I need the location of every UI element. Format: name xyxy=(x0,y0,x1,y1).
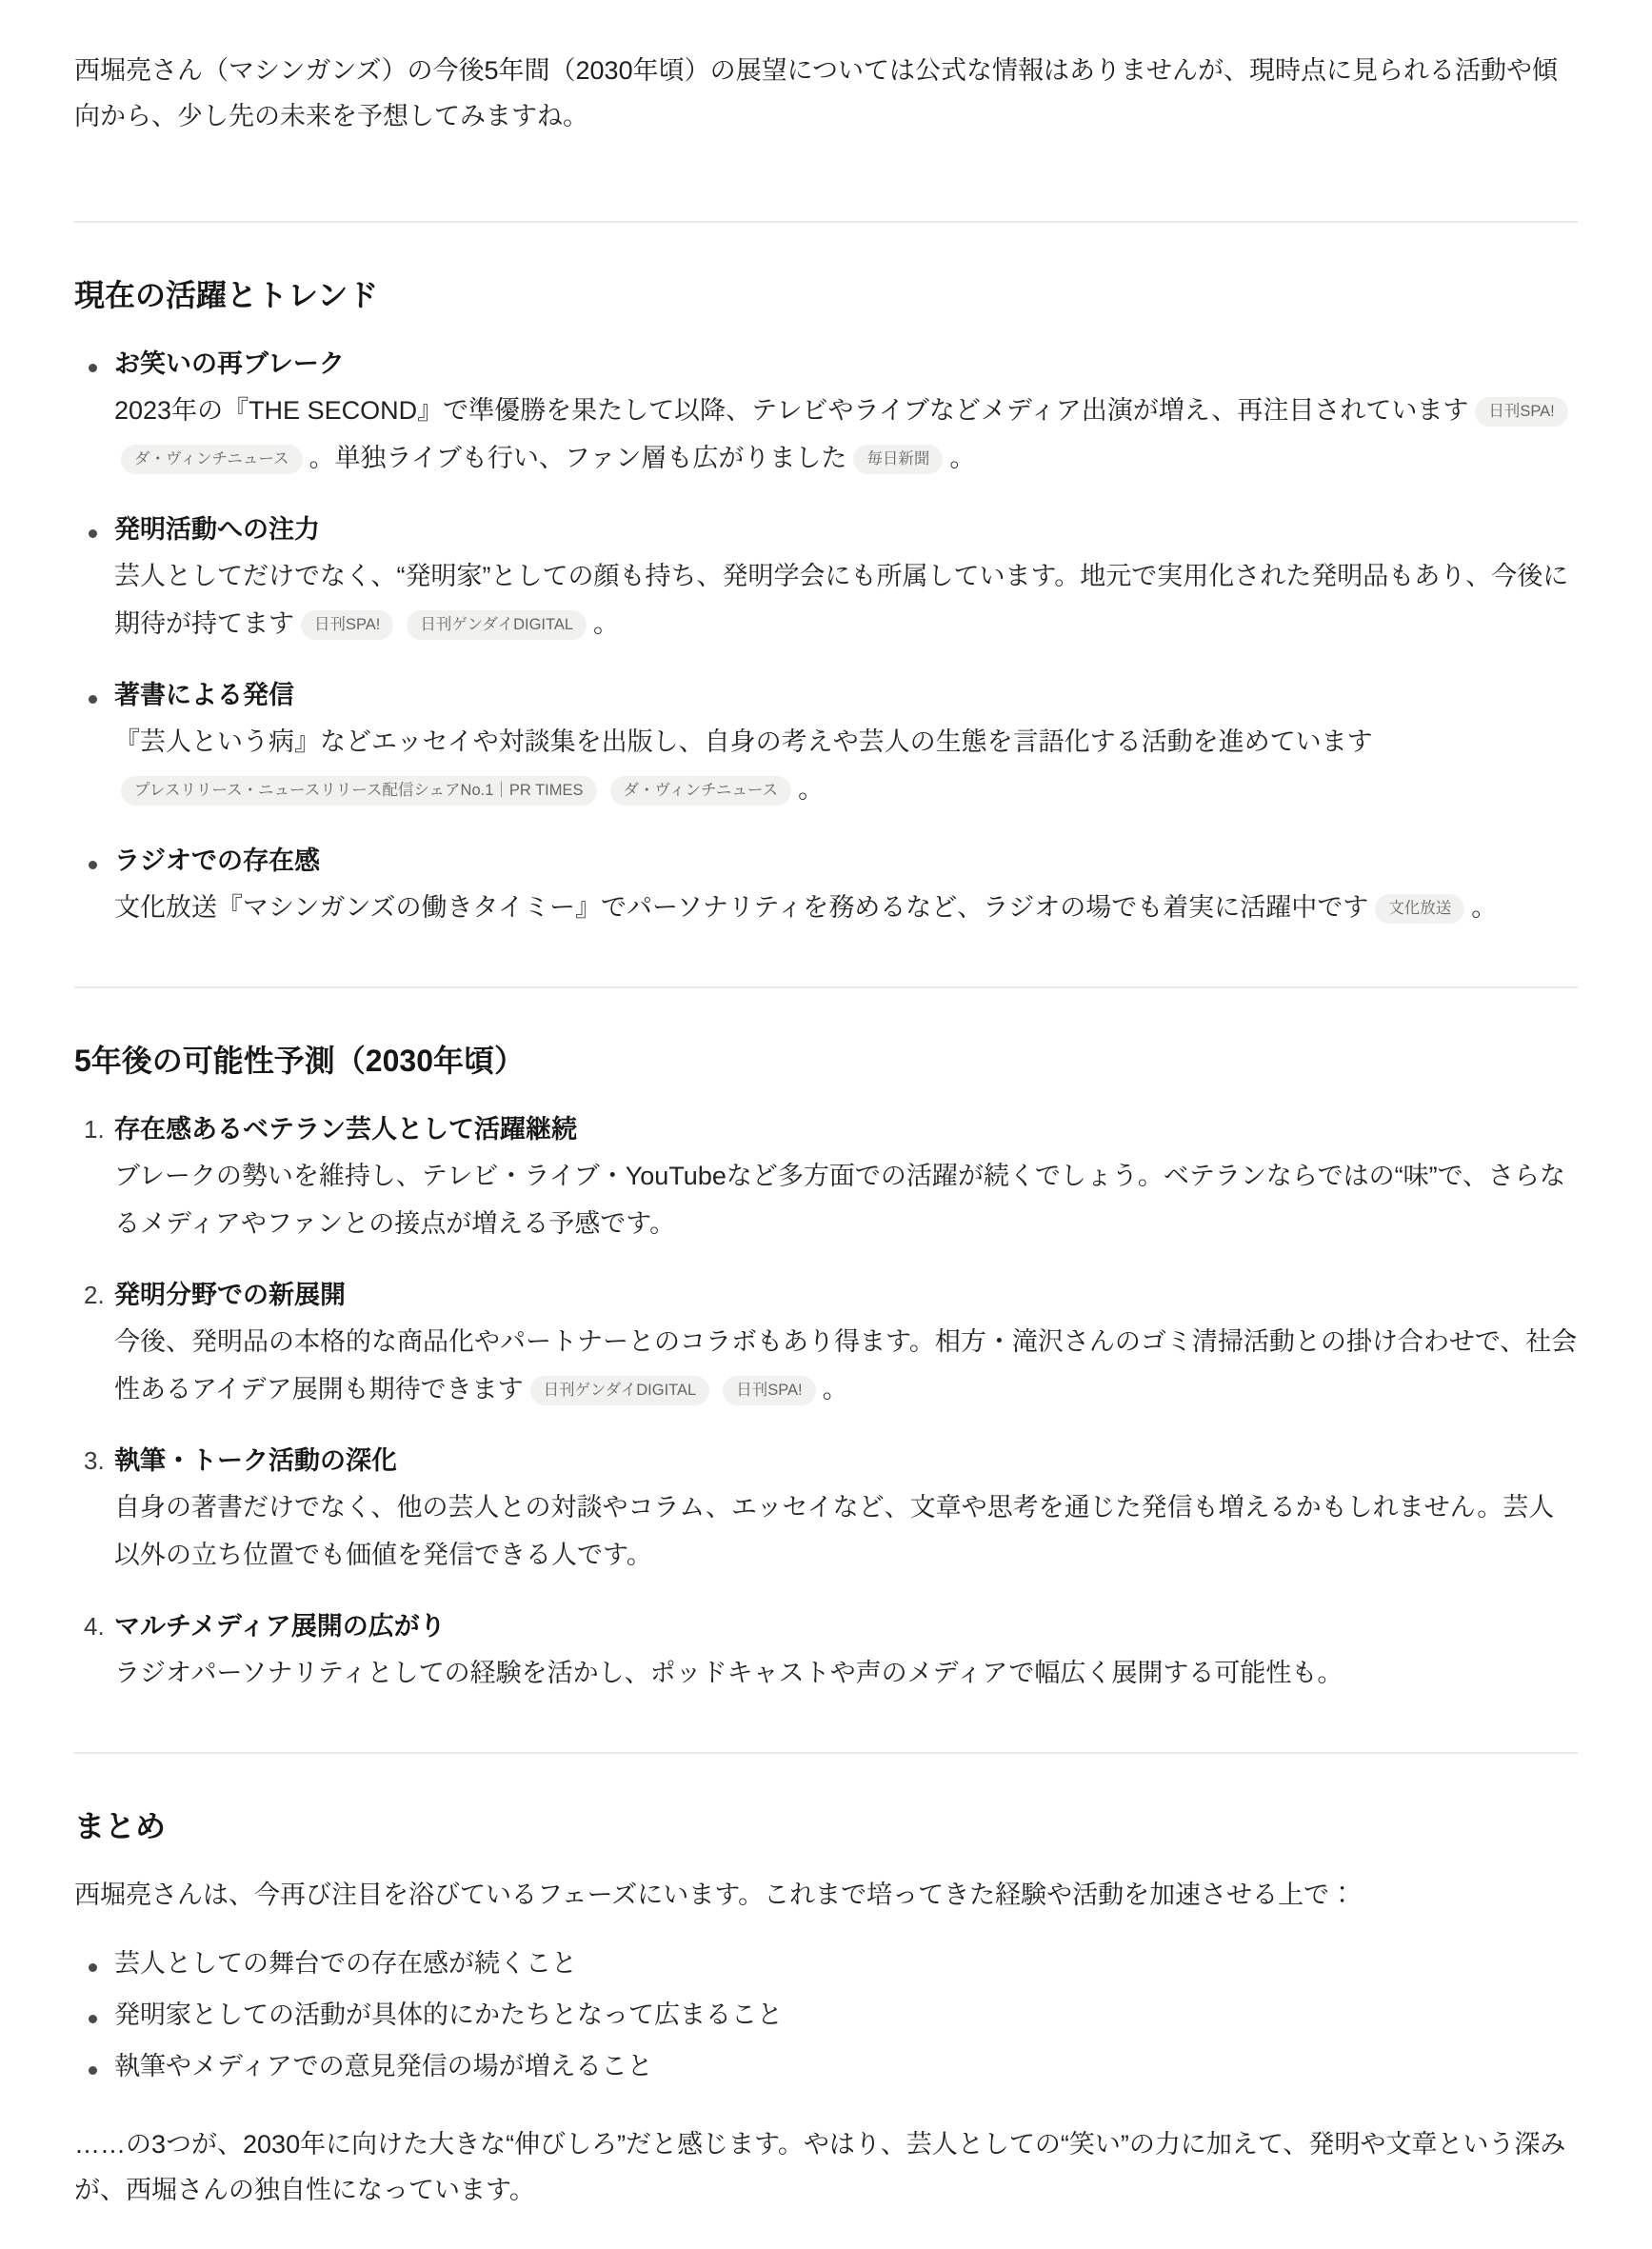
bullet-dot-icon xyxy=(89,695,97,704)
citation-badge[interactable]: ダ・ヴィンチニュース xyxy=(610,776,792,806)
section-summary xyxy=(74,1805,1578,2213)
list-item-title: 発明活動への注力 xyxy=(114,515,320,544)
bullet-marker xyxy=(74,672,114,718)
list-item-body xyxy=(114,1649,1578,1697)
bullet-dot-icon xyxy=(89,861,97,869)
body-text: 。 xyxy=(798,775,825,804)
summary-closing-paragraph: ……の3つが、2030年に向けた大きな“伸びしろ”だと感じます。やはり、芸人としての“笑い”の力に加えて、発明や文章という深みが、西堀さんの独自性になっています。 xyxy=(74,2130,1566,2204)
list-item xyxy=(74,1603,1578,1697)
summary-list xyxy=(74,1941,1578,2089)
summary-heading: まとめ xyxy=(74,1809,167,1843)
bullet-marker xyxy=(74,507,114,552)
list-item-text: 芸人としての舞台での存在感が続くこと xyxy=(114,1949,577,1978)
bullet-marker xyxy=(74,341,114,387)
body-text: 。 xyxy=(593,609,620,638)
forecast-heading: 5年後の可能性予測（2030年頃） xyxy=(74,1044,525,1078)
trends-list xyxy=(74,341,1578,931)
body-text: 芸人としてだけでなく、“発明家”としての顔も持ち、発明学会にも所属しています。地元で実用化された発明品もあり、今後に期待が持てます xyxy=(114,562,1569,638)
list-item-content xyxy=(114,2043,1578,2089)
body-text: 『芸人という病』などエッセイや対談集を出版し、自身の考えや芸人の生態を言語化する活動を進めています xyxy=(114,727,1373,756)
trends-heading: 現在の活躍とトレンド xyxy=(74,278,379,312)
list-item-content xyxy=(114,1106,1578,1247)
list-item-body xyxy=(114,387,1578,482)
bullet-marker xyxy=(74,1941,114,1986)
citation-badge[interactable]: 日刊SPA! xyxy=(1475,397,1567,427)
list-item-body xyxy=(114,1152,1578,1247)
citation-badge[interactable]: 日刊ゲンダイDIGITAL xyxy=(407,610,587,640)
list-item-content xyxy=(114,1992,1578,2038)
list-item-content xyxy=(114,1603,1578,1697)
bullet-marker xyxy=(74,2043,114,2089)
citation-badge[interactable]: プレスリリース・ニュースリリース配信シェアNo.1｜PR TIMES xyxy=(121,776,597,806)
list-item-content xyxy=(114,672,1578,813)
list-item-body xyxy=(114,1483,1578,1579)
list-item-content xyxy=(114,1272,1578,1413)
list-item-title: ラジオでの存在感 xyxy=(114,846,320,875)
body-text: 。 xyxy=(1471,893,1498,922)
list-item-content xyxy=(114,507,1578,647)
list-item xyxy=(74,1438,1578,1579)
body-text: ラジオパーソナリティとしての経験を活かし、ポッドキャストや声のメディアで幅広く展開する可能性も。 xyxy=(114,1659,1343,1687)
section-forecast xyxy=(74,1040,1578,1697)
bullet-marker xyxy=(74,838,114,884)
list-item-title: 執筆・トーク活動の深化 xyxy=(114,1446,397,1475)
bullet-marker xyxy=(74,1992,114,2038)
list-number: 1. xyxy=(84,1115,105,1144)
list-item xyxy=(74,1941,1578,1986)
list-item-body xyxy=(114,884,1578,931)
bullet-dot-icon xyxy=(89,2066,97,2075)
body-text: 自身の著書だけでなく、他の芸人との対談やコラム、エッセイなど、文章や思考を通じた発信も増えるかもしれません。芸人以外の立ち位置でも価値を発信できる人です。 xyxy=(114,1493,1555,1569)
body-text: 文化放送『マシンガンズの働きタイミー』でパーソナリティを務めるなど、ラジオの場でも着実に活躍中です xyxy=(114,893,1369,922)
citation-badge[interactable]: 日刊SPA! xyxy=(723,1376,815,1405)
citation-badge[interactable]: 日刊ゲンダイDIGITAL xyxy=(530,1376,710,1405)
summary-lead-paragraph: 西堀亮さんは、今再び注目を浴びているフェーズにいます。これまで培ってきた経験や活動を加速させる上で： xyxy=(74,1881,1356,1909)
bullet-dot-icon xyxy=(89,1963,97,1972)
list-item xyxy=(74,672,1578,813)
list-item-content xyxy=(114,1438,1578,1579)
list-number: 2. xyxy=(84,1281,105,1309)
list-item xyxy=(74,2043,1578,2089)
list-item-body xyxy=(114,552,1578,647)
body-text: ブレークの勢いを維持し、テレビ・ライブ・YouTubeなど多方面での活躍が続くでしょう。ベテランならではの“味”で、さらなるメディアやファンとの接点が増える予感です。 xyxy=(114,1162,1566,1238)
list-item-title: マルチメディア展開の広がり xyxy=(114,1612,446,1641)
list-item-body xyxy=(114,718,1578,813)
body-text: 。 xyxy=(822,1375,848,1403)
list-item xyxy=(74,838,1578,931)
body-text: 今後、発明品の本格的な商品化やパートナーとのコラボもあり得ます。相方・滝沢さんのゴミ清掃活動との掛け合わせで、社会性あるアイデア展開も期待できます xyxy=(114,1327,1578,1403)
list-item-title: お笑いの再ブレーク xyxy=(114,349,345,378)
list-item xyxy=(74,1106,1578,1247)
body-text: 。 xyxy=(949,444,976,472)
list-item xyxy=(74,1992,1578,2038)
list-item-title: 存在感あるベテラン芸人として活躍継続 xyxy=(114,1115,577,1144)
section-divider xyxy=(74,1752,1578,1754)
bullet-dot-icon xyxy=(89,2015,97,2023)
intro-paragraph: 西堀亮さん（マシンガンズ）の今後5年間（2030年頃）の展望については公式な情報はありませんが、現時点に見られる活動や傾向から、少し先の未来を予想してみますね。 xyxy=(74,56,1559,130)
list-item xyxy=(74,341,1578,482)
list-item-title: 発明分野での新展開 xyxy=(114,1281,346,1309)
forecast-list xyxy=(74,1106,1578,1697)
citation-badge[interactable]: 日刊SPA! xyxy=(301,610,393,640)
section-divider xyxy=(74,986,1578,988)
body-text: 。単独ライブも行い、ファン層も広がりました xyxy=(309,444,847,472)
section-divider xyxy=(74,221,1578,223)
list-number: 3. xyxy=(84,1446,105,1475)
list-number: 4. xyxy=(84,1612,105,1641)
list-item xyxy=(74,1272,1578,1413)
body-text: 2023年の『THE SECOND』で準優勝を果たして以降、テレビやライブなどメディア出演が増え、再注目されています xyxy=(114,396,1469,425)
citation-badge[interactable]: 文化放送 xyxy=(1375,894,1464,924)
list-item-content xyxy=(114,341,1578,482)
list-item-text: 発明家としての活動が具体的にかたちとなって広まること xyxy=(114,2000,783,2029)
list-item xyxy=(74,507,1578,647)
list-item-body xyxy=(114,1318,1578,1413)
bullet-dot-icon xyxy=(89,364,97,372)
bullet-dot-icon xyxy=(89,529,97,538)
section-trends xyxy=(74,274,1578,931)
list-item-content xyxy=(114,1941,1578,1986)
citation-badge[interactable]: 毎日新聞 xyxy=(853,445,943,474)
list-item-title: 著書による発信 xyxy=(114,681,294,709)
list-item-content xyxy=(114,838,1578,931)
list-item-text: 執筆やメディアでの意見発信の場が増えること xyxy=(114,2052,653,2080)
citation-badge[interactable]: ダ・ヴィンチニュース xyxy=(121,445,303,474)
